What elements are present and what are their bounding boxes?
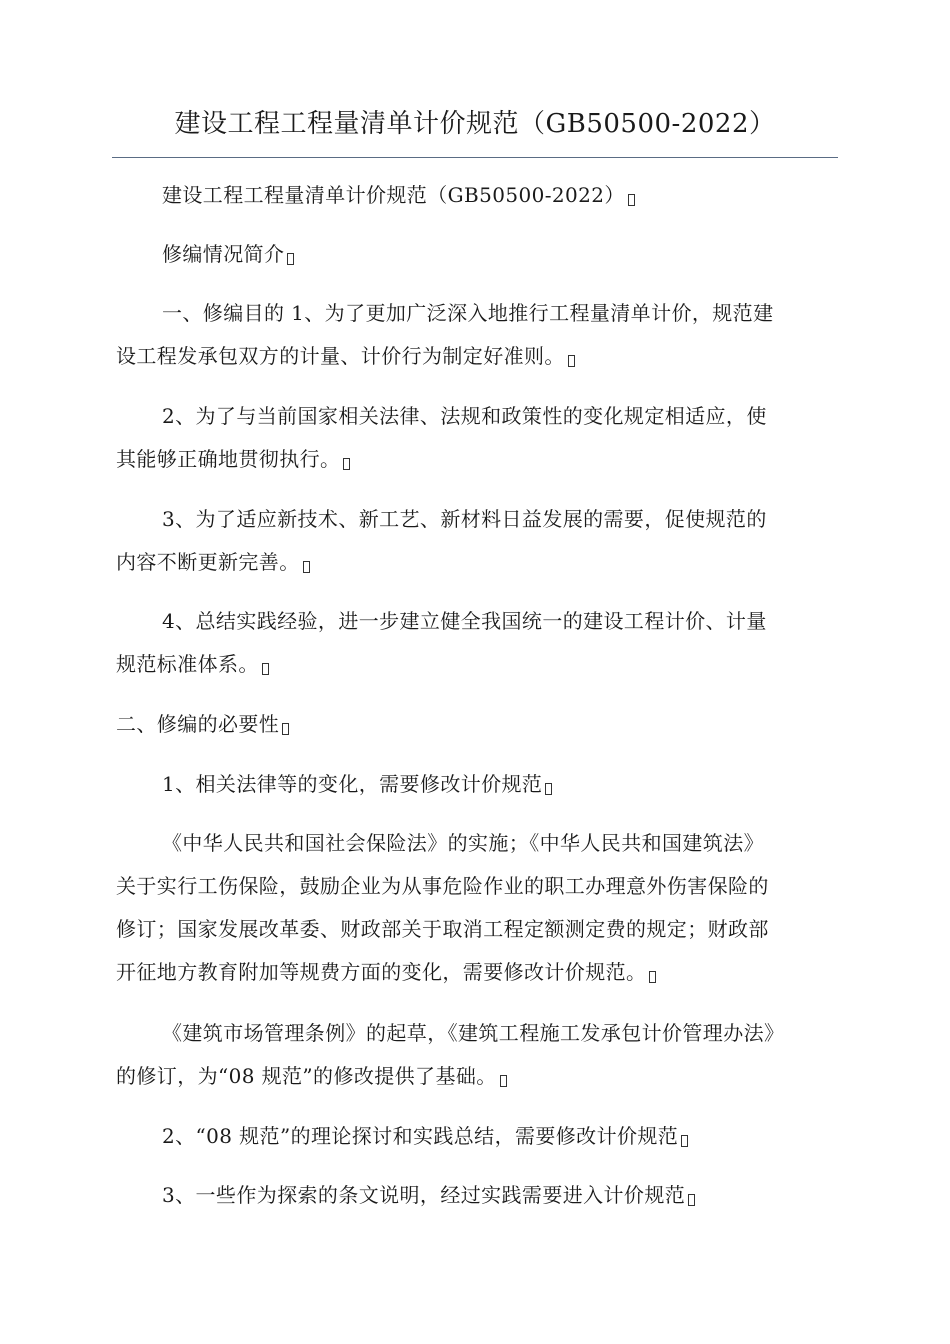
paragraph-mark-icon	[628, 194, 635, 206]
paragraph	[116, 1012, 850, 1098]
paragraph-line	[116, 438, 850, 481]
line-text: 1、相关法律等的变化，需要修改计价规范	[162, 772, 543, 796]
paragraph-line	[116, 541, 850, 584]
paragraph	[116, 1115, 850, 1158]
paragraph-line: 3、为了适应新技术、新工艺、新材料日益发展的需要，促使规范的	[162, 507, 767, 531]
paragraph-line: 修订；国家发展改革委、财政部关于取消工程定额测定费的规定；财政部	[116, 917, 769, 941]
paragraph-mark-icon	[303, 561, 310, 573]
document-title: 建设工程工程量清单计价规范（GB50500-2022）	[174, 109, 776, 139]
paragraph-line	[116, 233, 850, 276]
paragraph-line: 《中华人民共和国社会保险法》的实施；《中华人民共和国建筑法》	[162, 831, 764, 855]
paragraph-line: 4、总结实践经验，进一步建立健全我国统一的建设工程计价、计量	[162, 609, 767, 633]
line-text: 的修订，为“08 规范”的修改提供了基础。	[116, 1064, 497, 1088]
paragraph-line: 关于实行工伤保险，鼓励企业为从事危险作业的职工办理意外伤害保险的	[116, 874, 769, 898]
paragraph-line	[116, 643, 850, 686]
paragraph-mark-icon	[282, 723, 289, 735]
line-text: 内容不断更新完善。	[116, 550, 300, 574]
paragraph	[116, 395, 850, 481]
paragraph-line: 2、为了与当前国家相关法律、法规和政策性的变化规定相适应，使	[162, 404, 767, 428]
line-text: 开征地方教育附加等规费方面的变化，需要修改计价规范。	[116, 960, 647, 984]
paragraph	[116, 763, 850, 806]
paragraph-line	[116, 1115, 850, 1158]
paragraph-line	[116, 335, 850, 378]
paragraph	[116, 1174, 850, 1217]
section-heading	[116, 703, 850, 746]
line-text: 设工程发承包双方的计量、计价行为制定好准则。	[116, 344, 565, 368]
line-text: 2、“08 规范”的理论探讨和实践总结，需要修改计价规范	[162, 1124, 679, 1148]
line-text: 其能够正确地贯彻执行。	[116, 447, 341, 471]
paragraph-mark-icon	[262, 663, 269, 675]
paragraph-mark-icon	[681, 1135, 688, 1147]
paragraph-line	[116, 951, 850, 994]
paragraph-mark-icon	[649, 971, 656, 983]
title-divider	[112, 157, 838, 158]
line-text: 3、一些作为探索的条文说明，经过实践需要进入计价规范	[162, 1183, 686, 1207]
paragraph-mark-icon	[568, 355, 575, 367]
paragraph	[116, 498, 850, 584]
paragraph	[116, 600, 850, 686]
paragraph	[116, 822, 850, 994]
paragraph-line: 《建筑市场管理条例》的起草，《建筑工程施工发承包计价管理办法》	[162, 1021, 785, 1045]
paragraph-line	[116, 703, 850, 746]
paragraph-mark-icon	[688, 1194, 695, 1206]
paragraph-mark-icon	[343, 458, 350, 470]
paragraph	[116, 233, 850, 276]
paragraph	[116, 292, 850, 378]
paragraph-line	[116, 174, 850, 217]
line-text: 修编情况简介	[162, 242, 285, 266]
paragraph-mark-icon	[500, 1075, 507, 1087]
paragraph	[116, 174, 850, 217]
paragraph-line	[116, 1174, 850, 1217]
line-text: 二、修编的必要性	[116, 712, 280, 736]
paragraph-line	[116, 1055, 850, 1098]
paragraph-mark-icon	[287, 253, 294, 265]
line-text: 建设工程工程量清单计价规范（GB50500-2022）	[162, 183, 625, 207]
paragraph-line: 一、修编目的 1、为了更加广泛深入地推行工程量清单计价，规范建	[162, 301, 774, 325]
paragraph-line	[116, 763, 850, 806]
paragraph-mark-icon	[545, 783, 552, 795]
line-text: 规范标准体系。	[116, 652, 259, 676]
